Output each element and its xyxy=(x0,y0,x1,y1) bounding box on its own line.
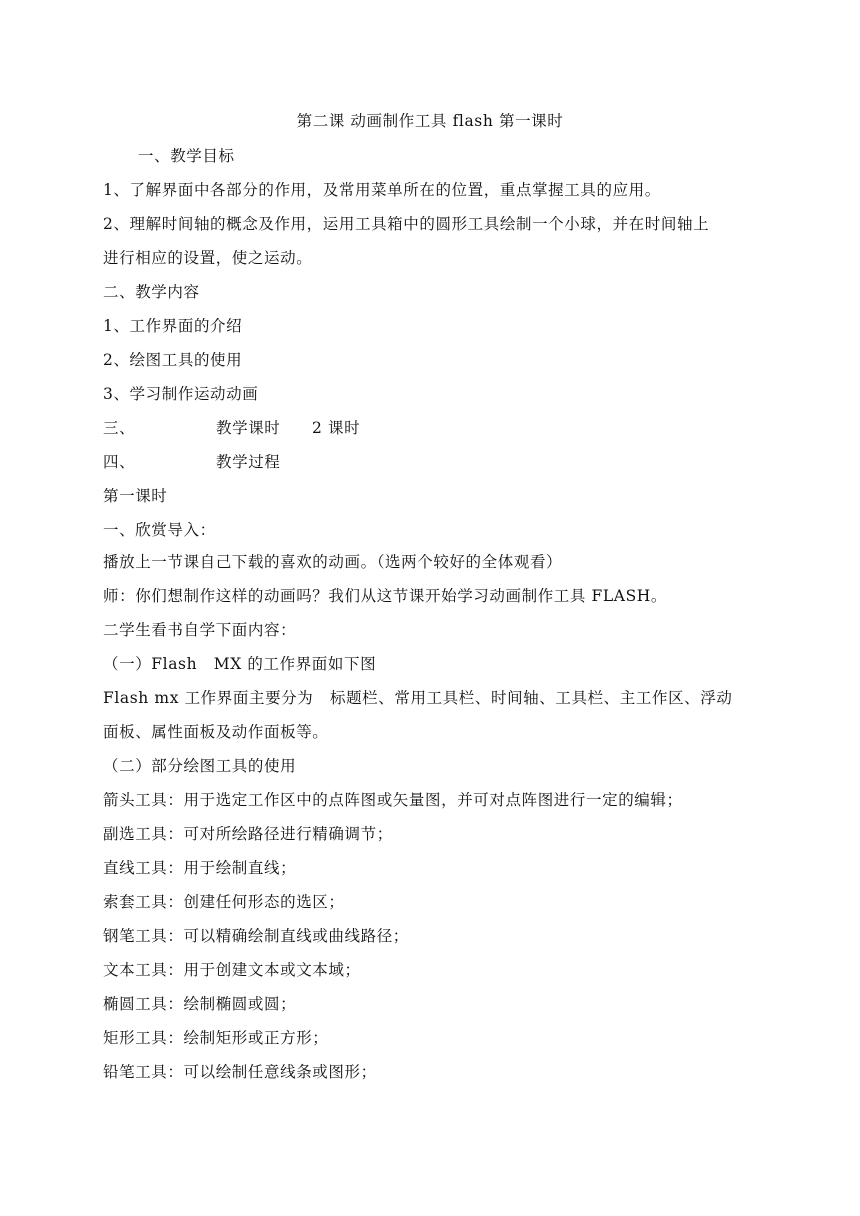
intro-heading: 一、欣赏导入： xyxy=(103,521,216,539)
self-study-heading: 二学生看书自学下面内容： xyxy=(103,621,297,639)
heading-teaching-process-number: 四、 xyxy=(103,453,136,471)
first-lesson-heading: 第一课时 xyxy=(103,487,168,505)
content-item-2: 2、绘图工具的使用 xyxy=(103,351,243,369)
interface-text-1: Flash mx 工作界面主要分为 标题栏、常用工具栏、时间轴、工具栏、主工作区、浮动 xyxy=(103,689,733,707)
tool-pen: 钢笔工具：可以精确绘制直线或曲线路径； xyxy=(103,927,409,945)
tool-oval: 椭圆工具：绘制椭圆或圆； xyxy=(103,995,297,1013)
tool-rectangle: 矩形工具：绘制矩形或正方形； xyxy=(103,1029,329,1047)
heading-teaching-goals: 一、教学目标 xyxy=(138,147,235,165)
heading-class-hours-number: 三、 xyxy=(103,419,136,437)
tool-arrow: 箭头工具：用于选定工作区中的点阵图或矢量图，并可对点阵图进行一定的编辑； xyxy=(103,791,683,809)
tool-text: 文本工具：用于创建文本或文本域； xyxy=(103,961,361,979)
tool-pencil: 铅笔工具：可以绘制任意线条或图形； xyxy=(103,1063,377,1081)
intro-text-1: 播放上一节课自己下载的喜欢的动画。（选两个较好的全体观看） xyxy=(103,553,563,571)
goal-item-1: 1、了解界面中各部分的作用，及常用菜单所在的位置，重点掌握工具的应用。 xyxy=(103,181,661,199)
heading-class-hours-label: 教学课时 xyxy=(216,419,281,437)
content-item-1: 1、工作界面的介绍 xyxy=(103,317,243,335)
heading-teaching-process-label: 教学过程 xyxy=(216,453,281,471)
goal-item-2: 2、理解时间轴的概念及作用，运用工具箱中的圆形工具绘制一个小球，并在时间轴上 xyxy=(103,215,710,233)
tool-subselect: 副选工具：可对所绘路径进行精确调节； xyxy=(103,825,393,843)
section-interface-heading: （一）Flash MX 的工作界面如下图 xyxy=(103,655,377,673)
content-item-3: 3、学习制作运动动画 xyxy=(103,385,259,403)
goal-item-2-cont: 进行相应的设置，使之运动。 xyxy=(103,249,313,267)
section-tools-heading: （二）部分绘图工具的使用 xyxy=(103,757,297,775)
document-title: 第二课 动画制作工具 flash 第一课时 xyxy=(296,112,564,130)
intro-text-2: 师：你们想制作这样的动画吗？我们从这节课开始学习动画制作工具 FLASH。 xyxy=(103,587,668,605)
interface-text-2: 面板、属性面板及动作面板等。 xyxy=(103,723,329,741)
heading-teaching-content: 二、教学内容 xyxy=(103,283,200,301)
class-hours-value: 2 课时 xyxy=(312,419,361,437)
tool-lasso: 索套工具：创建任何形态的选区； xyxy=(103,893,345,911)
tool-line: 直线工具：用于绘制直线； xyxy=(103,859,297,877)
